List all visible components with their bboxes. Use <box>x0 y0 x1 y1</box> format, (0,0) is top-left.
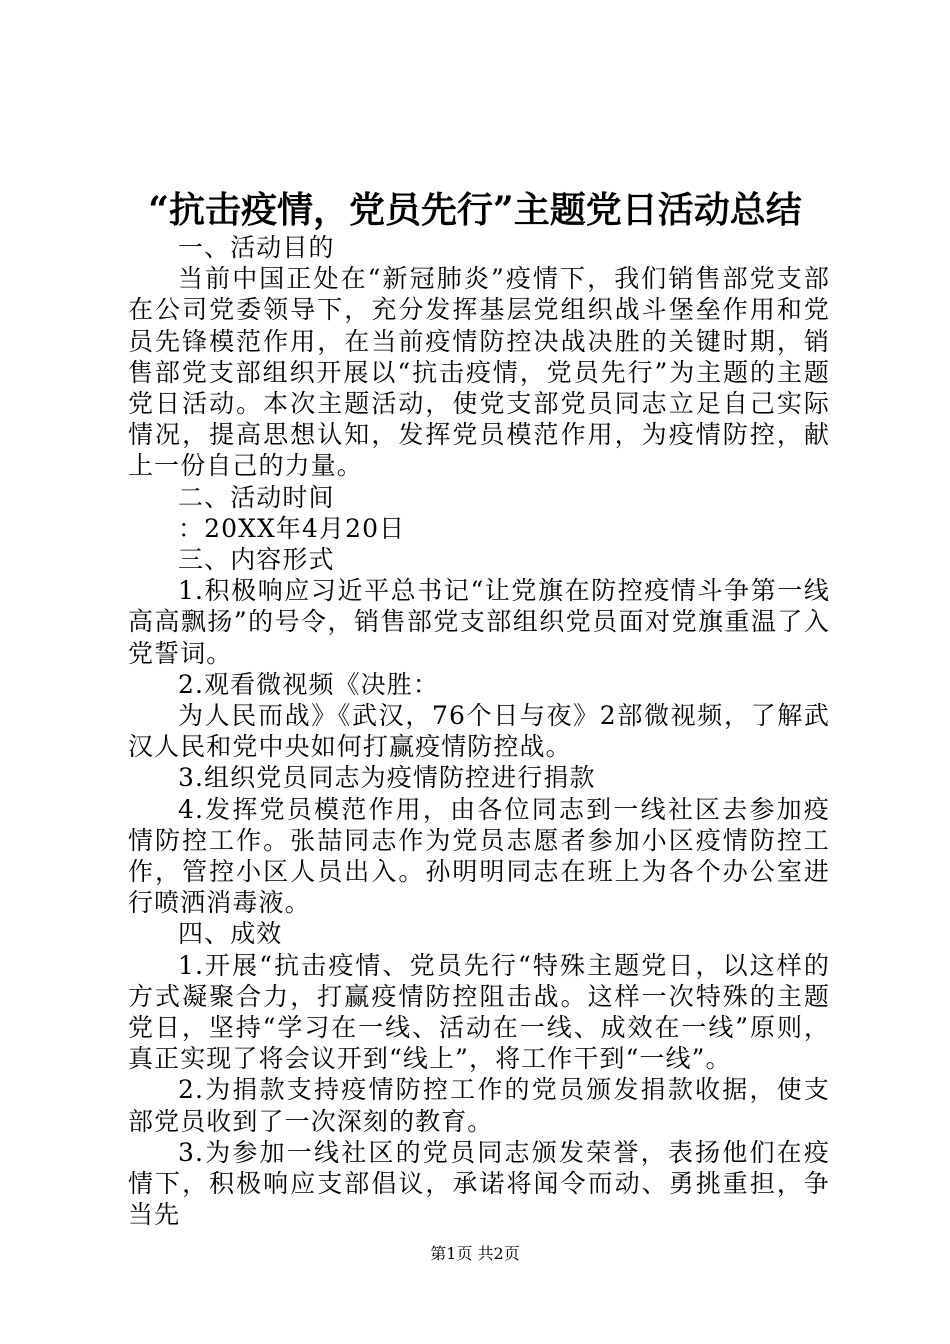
paragraph: 2.观看微视频《决胜： <box>178 669 439 699</box>
document-body <box>128 232 830 1231</box>
page-footer: 第1页 共2页 <box>430 1244 520 1263</box>
paragraph: 3.组织党员同志为疫情防控进行捐款 <box>178 763 596 793</box>
paragraph: 4.发挥党员模范作用，由各位同志到一线社区去参加疫情防控工作。张喆同志作为党员志愿者参加小区疫情防控工作，管控小区人员出入。孙明明同志在班上为各个办公室进行喷洒消毒液。 <box>128 794 830 918</box>
section-heading: 二、活动时间 <box>178 482 335 512</box>
paragraph: 3.为参加一线社区的党员同志颁发荣誉，表扬他们在疫情下，积极响应支部倡议，承诺将闻令而动、勇挑重担，争当先 <box>128 1137 830 1230</box>
paragraph: 1.积极响应习近平总书记“让党旗在防控疫情斗争第一线高高飘扬”的号令，销售部党支部组织党员面对党旗重温了入党誓词。 <box>128 576 830 668</box>
section-heading: 四、成效 <box>178 919 283 949</box>
section-heading: 三、内容形式 <box>178 545 335 575</box>
section-heading: 一、活动目的 <box>178 233 335 262</box>
paragraph: 为人民而战》《武汉，76个日与夜》2部微视频，了解武汉人民和党中央如何打赢疫情防控战。 <box>128 701 830 762</box>
paragraph: ：20XX年4月20日 <box>178 513 406 543</box>
document-title: “抗击疫情，党员先行”主题党日活动总结 <box>148 189 802 231</box>
paragraph: 1.开展“抗击疫情、党员先行“特殊主题党日，以这样的方式凝聚合力，打赢疫情防控阻击战。这样一次特殊的主题党日，坚持“学习在一线、活动在一线、成效在一线”原则，真正实现了将会议开到“线上”，将工作干到“一线”。 <box>128 950 830 1074</box>
paragraph: 2.为捐款支持疫情防控工作的党员颁发捐款收据，使支部党员收到了一次深刻的教育。 <box>128 1075 830 1136</box>
paragraph: 当前中国正处在“新冠肺炎”疫情下，我们销售部党支部在公司党委领导下，充分发挥基层党组织战斗堡垒作用和党员先锋模范作用，在当前疫情防控决战决胜的关键时期，销售部党支部组织开展以“抗击疫情，党员先行”为主题的主题党日活动。本次主题活动，使党支部党员同志立足自己实际情况，提高思想认知，发挥党员模范作用，为疫情防控，献上一份自己的力量。 <box>128 264 830 481</box>
